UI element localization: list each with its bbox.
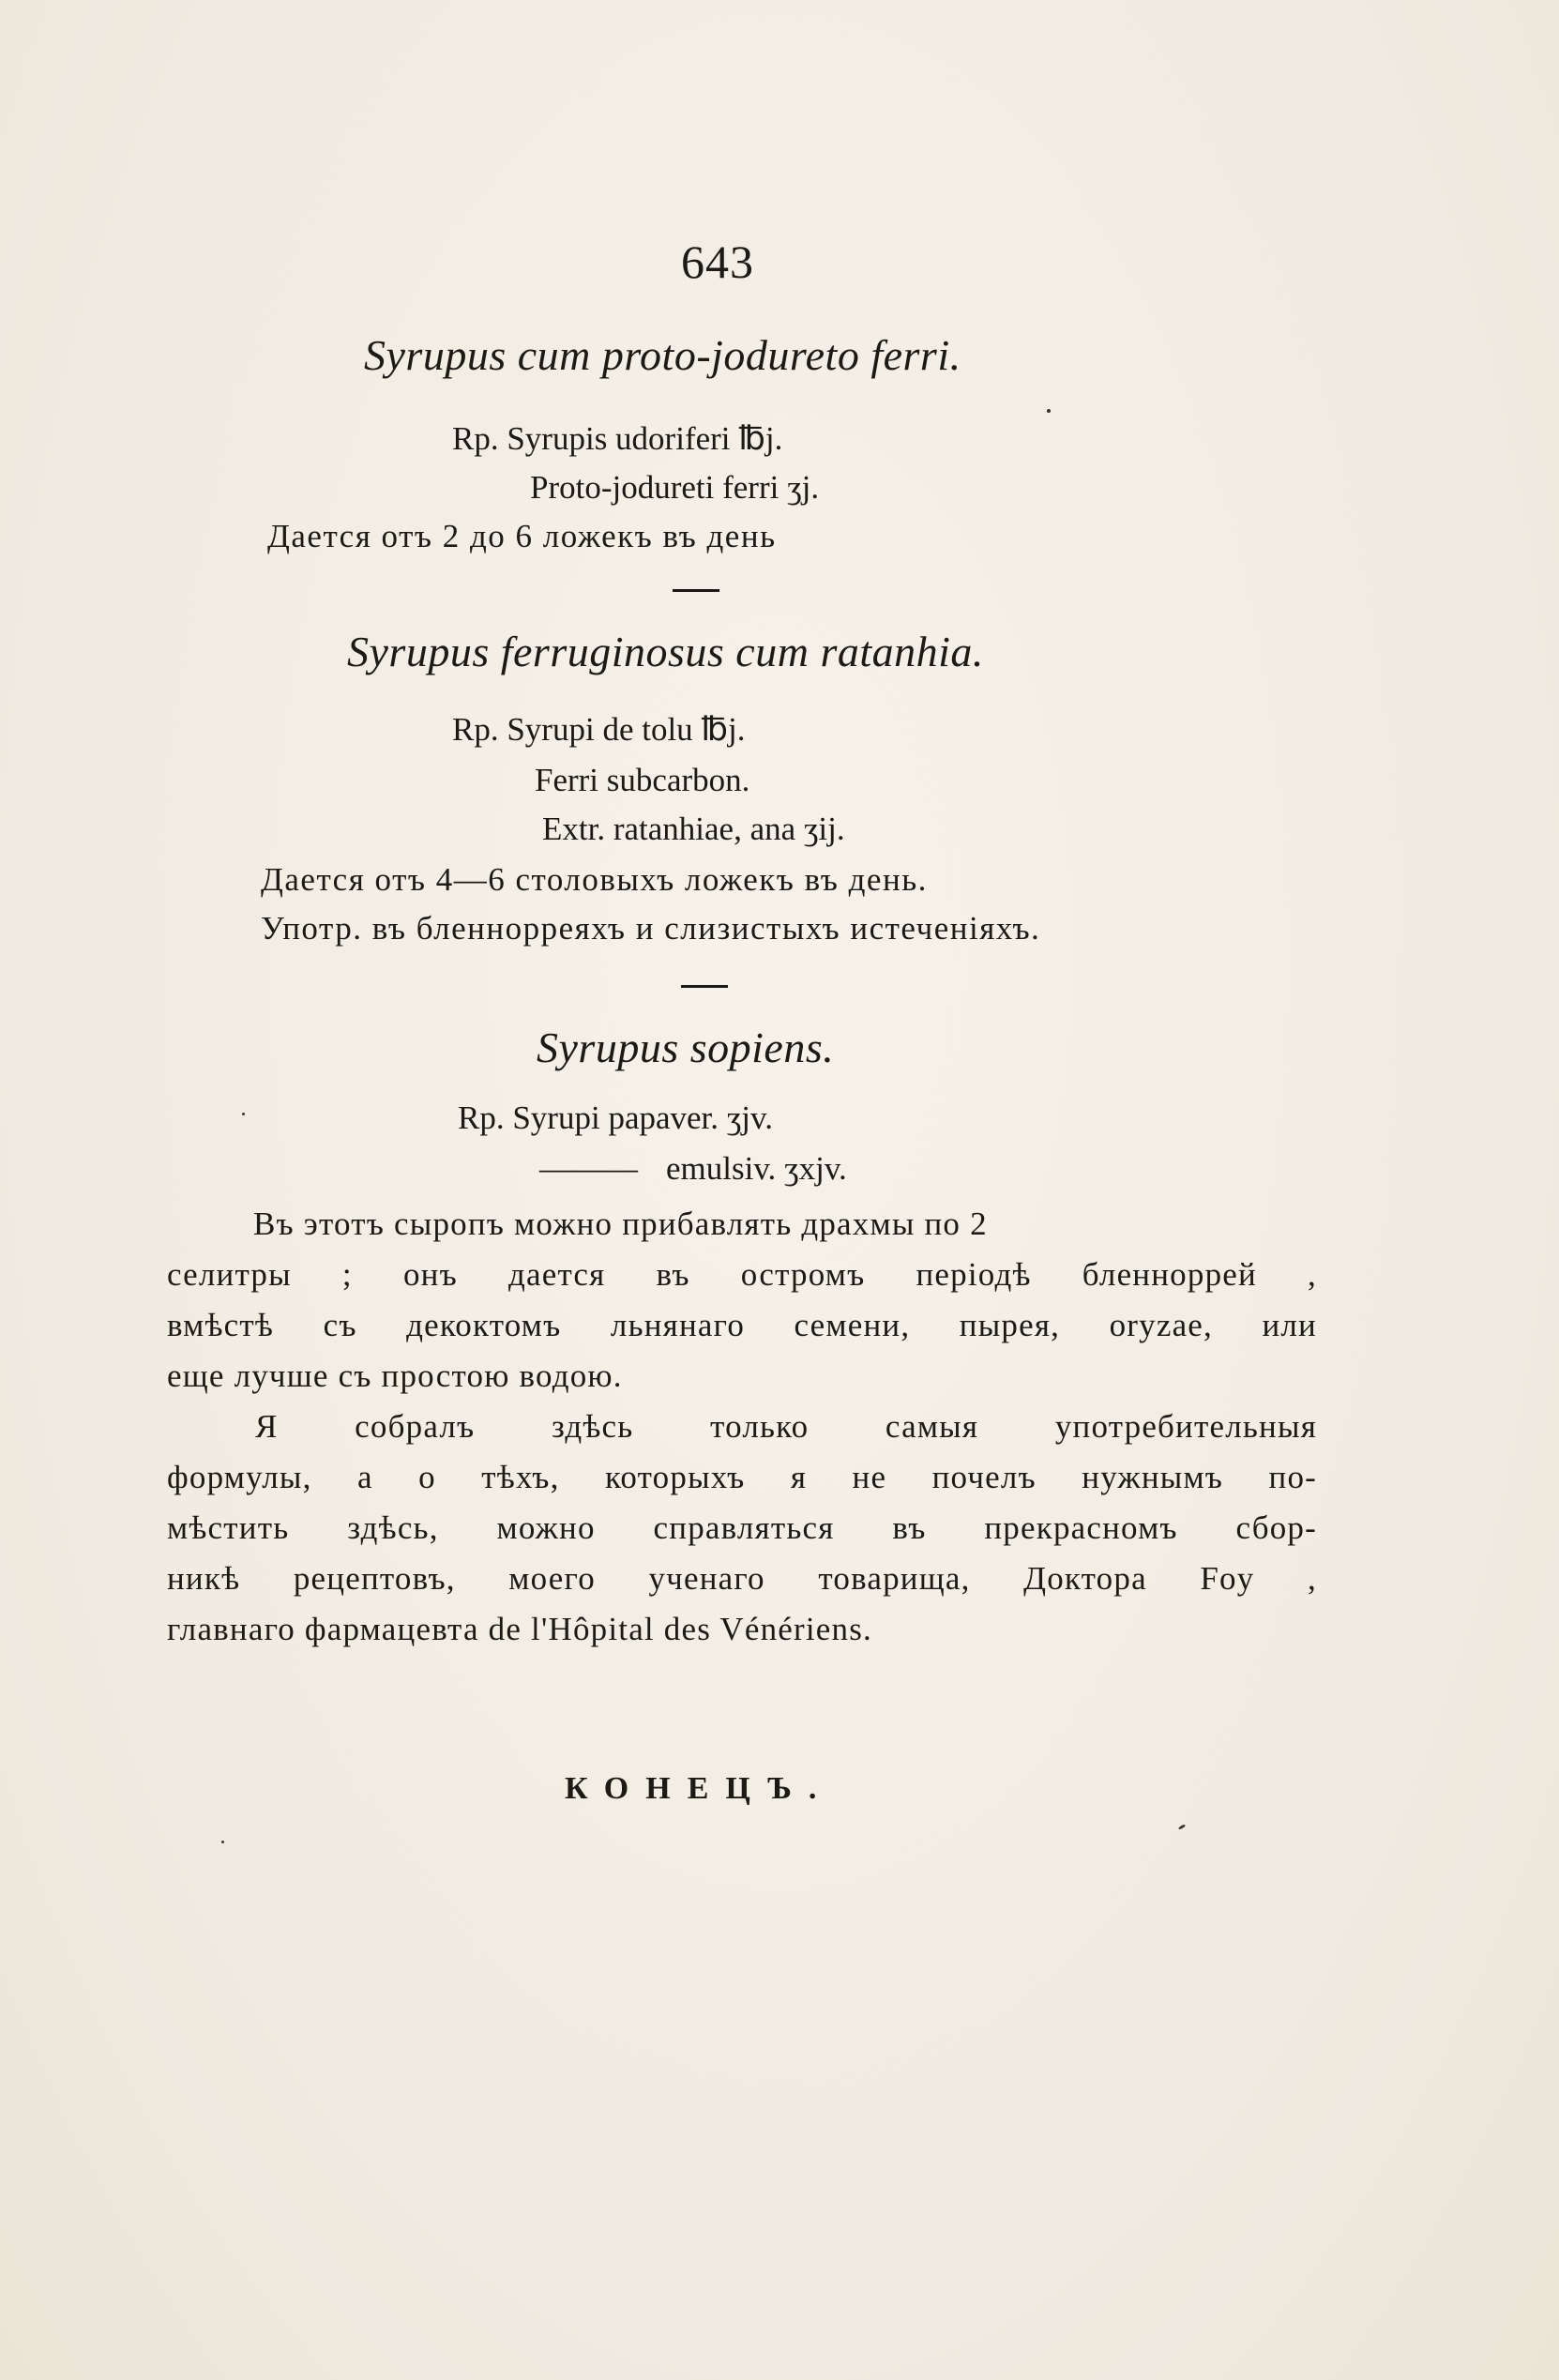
paragraph-line: никѣ рецептовъ, моего ученаго товарища, Доктора Foy , (167, 1560, 1317, 1597)
paragraph-line: формулы, а о тѣхъ, которыхъ я не почелъ нужнымъ по- (167, 1459, 1317, 1495)
recipe-line: emulsiv. ʒxjv. (666, 1150, 847, 1187)
paragraph-line: еще лучше съ простою водою. (167, 1357, 623, 1394)
dosage-text: Дается отъ 2 до 6 ложекъ въ день (267, 518, 777, 554)
section-divider (673, 589, 719, 592)
recipe-line: Rp. Syrupi de tolu ℔j. (452, 711, 746, 748)
page-number: 643 (681, 235, 754, 288)
paragraph-line: главнаго фармацевта de l'Hôpital des Vénériens. (167, 1611, 873, 1647)
recipe-line: Extr. ratanhiae, ana ʒij. (542, 811, 845, 847)
paragraph-line: вмѣстѣ съ декоктомъ льнянаго семени, пырея, oryzae, или (167, 1307, 1317, 1343)
dosage-text: Дается отъ 4—6 столовыхъ ложекъ въ день. (261, 861, 928, 898)
section-title-syrupus-proto-jodureto: Syrupus cum proto-jodureto ferri. (364, 331, 961, 379)
recipe-line: Proto-jodureti ferri ʒj. (530, 469, 820, 506)
paragraph-line: Я собралъ здѣсь только самыя употребительныя (255, 1408, 1317, 1445)
section-divider (681, 985, 728, 988)
usage-text: Употр. въ бленнорреяхъ и слизистыхъ истеченіяхъ. (261, 910, 1041, 947)
section-title-syrupus-sopiens: Syrupus sopiens. (537, 1023, 835, 1071)
recipe-line: Rp. Syrupis udoriferi ℔j. (452, 420, 783, 457)
paragraph-line: мѣстить здѣсь, можно справляться въ прекрасномъ сбор- (167, 1509, 1317, 1546)
paragraph-line: селитры ; онъ дается въ остромъ періодѣ бленноррей , (167, 1256, 1317, 1293)
paper-speck (242, 1113, 245, 1115)
paragraph-line: Въ этотъ сыропъ можно прибавлять драхмы по 2 (253, 1205, 988, 1242)
section-title-syrupus-ferruginosus: Syrupus ferruginosus cum ratanhia. (347, 628, 984, 675)
paper-speck (221, 1841, 224, 1843)
paper-speck (1047, 409, 1051, 413)
ending-title: КОНЕЦЪ. (565, 1771, 834, 1806)
paper-speck (1178, 1824, 1186, 1830)
recipe-line: Rp. Syrupi papaver. ʒjv. (458, 1099, 774, 1136)
ditto-dash: ——— (539, 1150, 638, 1187)
recipe-line: Ferri subcarbon. (535, 762, 750, 798)
